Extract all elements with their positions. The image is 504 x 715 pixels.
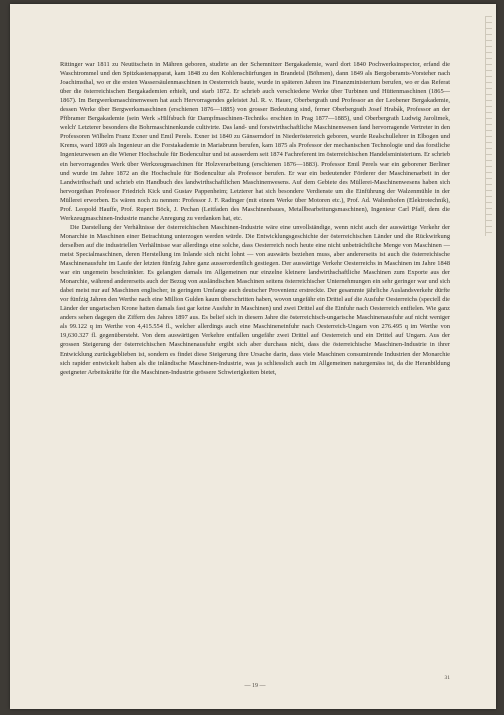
book-page: [10, 4, 496, 709]
page-body: [60, 60, 450, 377]
signature-mark: 31: [444, 675, 450, 681]
scan-ruler: [485, 16, 492, 236]
page-number: — 19 —: [244, 683, 266, 689]
paragraph-1: Rittinger war 1811 zu Neutitschein in Mähren geboren, studirte an der Schemnitzer Bergakademie, ward dort 1840 Pochwerksinspector, erfand die Waschtrommel und den Spitzkastenapparat, kam 1848 zu den Kohlenschürfungen in Brandeisl (Böhmen), dann 1849 als Bergoberamts-Vorsteher nach Joachimsthal, wo er die ersten Wassersäulenmaschinen in Oesterreich baute, wurde in späteren Jahren ins Finanzministerium berufen, wo er das Referat über die österreichischen Bergakademien erhielt, und starb 1872. Er schrieb auch verschiedene Werke über Turbinen und Hüttenmaschinen (1865—1867). Im Bergwerksmaschinenwesen hat auch Hervorragendes geleistet Jul. R. v. Hauer, Oberbergrath und Professor an der Leobener Bergakademie, dessen Werke über Bergwerksmaschinen (erschienen 1876—1885) von grosser Bedeutung sind, ferner Oberbergrath Josef Hrabák, Professor an der Přibramer Bergakademie (sein Werk »Hilfsbuch für Dampfmaschinen-Technik« erschien in Prag 1877—1885), und Oberbergrath Ludwig Jarolimek, welch' Letzterer besonders die Bohrmaschinenkunde cultivirte. Das land- und forstwirthschaftliche Maschinenwesen fand hervorragende Vertreter in den Professoren Wilhelm Franz Exner und Emil Perels. Exner ist 1840 zu Gänserndorf in Niederösterreich geboren, wurde Realschullehrer in Elbogen und Krems, ward 1869 als Ingenieur an die Forstakademie in Mariabrunn berufen, kam 1875 als Professor der mechanischen Technologie und das forstliche Ingenieurwesen an die Wiener Hochschule für Bodencultur und ist ausserdem seit 1874 Fachreferent im österreichischen Handelsministerium. Er schrieb ein hervorragendes Werk über Werkzeugmaschinen für Holzverarbeitung (erschienen 1876—1883). Professor Emil Perels war ein geborener Berliner und wurde im Jahre 1872 an die Hochschule für Bodencultur als Professor berufen. Er war ein bedeutender Förderer der Maschinenarbeit in der Landwirthschaft und schrieb ein Handbuch des landwirthschaftlichen Maschinenwesens. Auf dem Gebiete des Müllerei-Maschinenwesens haben sich hervorgethan Professor Friedrich Kick und Gustav Pappenheim; Letzterer hat sich besondere Verdienste um die Einführung der Walzenmühle in der Müllerei erworben. Es wären noch zu nennen: Professor J. F. Radinger (mit einem Werke über Motoren etc.), Prof. Ad. Waltenhofen (Elektrotechnik), Prof. Leopold Hauffe, Prof. Rupert Böck, J. Pechan (Leitfaden des Maschinenbaues, Metallbearbeitungsmaschinen), Ingenieur Carl Pfaff, dem die Werkzeugmaschinen-Industrie manche Anregung zu verdanken hat, etc.: [60, 61, 450, 222]
paragraph-2: Die Darstellung der Verhältnisse der österreichischen Maschinen-Industrie wäre eine unvollständige, wenn nicht auch der auswärtige Verkehr der Monarchie in Maschinen einer Betrachtung unterzogen werden würde. Die Entwicklungsgeschichte der österreichischen Länder und die Rückwirkung derselben auf die industriellen Verhältnisse war allerdings eine solche, dass Oesterreich noch heute eine nicht unbeträchtliche Menge von Maschinen — meist Specialmaschinen, deren Herstellung im Inlande sich nicht lohnt — von auswärts beziehen muss, aber andererseits ist auch die österreichische Maschinenausfuhr im Laufe der letzten fünfzig Jahre ganz ausserordentlich gestiegen. Der auswärtige Verkehr Oesterreichs in Maschinen im Jahre 1848 war ein ungemein beschränkter. Es gelangten damals im Allgemeinen nur einzelne kleinere landwirthschaftliche Maschinen zum Exporte aus der Monarchie, während andererseits auch der Bezug von ausländischen Maschinen seitens österreichischer Unternehmungen ein sehr geringer war und sich dabei meist nur auf Maschinen englischer, in geringem Umfange auch deutscher Provenienz erstreckte. Der gesammte jährliche Auslandsverkehr dürfte vor fünfzig Jahren den Werthe nach eine Million Gulden kaum überschritten haben, wovon ungefähr ein Drittel auf die Ausfuhr Oesterreichs (speciell die Länder der ungarischen Krone hatten damals fast gar keine Ausfuhr in Maschinen) und zwei Drittel auf die Einfuhr nach Oesterreich entfielen. Wie ganz anders sehen dagegen die Ziffern des Jahres 1897 aus. Es belief sich in diesem Jahre die österreichisch-ungarische Maschinenausfuhr auf nicht weniger als 99.122 q im Werthe von 4,415.554 fl., welcher allerdings auch eine Maschineneinfuhr nach Oesterreich-Ungarn von 276.495 q im Werthe von 19,630.327 fl. gegenübersteht. Von dem auswärtigen Verkehre entfallen ungefähr zwei Drittel auf Oesterreich und ein Drittel auf Ungarn. Aus der grossen Steigerung der österreichischen Maschinenausfuhr ergibt sich aber durchaus nicht, dass die österreichische Maschinen-Industrie in ihrer Entwicklung zurückgeblieben ist, sondern es findet diese Steigerung ihre Ursache darin, dass viele Maschinen consumirende Industrien der Monarchie sich rapider entwickelt haben als die inländische Maschinen-Industrie, was ja schliesslich auch im Allgemeinen naturgemäss ist, da die Heranbildung geeigneter Arbeitskräfte für die Maschinen-Industrie grössere Schwierigkeiten bietet,: [60, 223, 450, 376]
